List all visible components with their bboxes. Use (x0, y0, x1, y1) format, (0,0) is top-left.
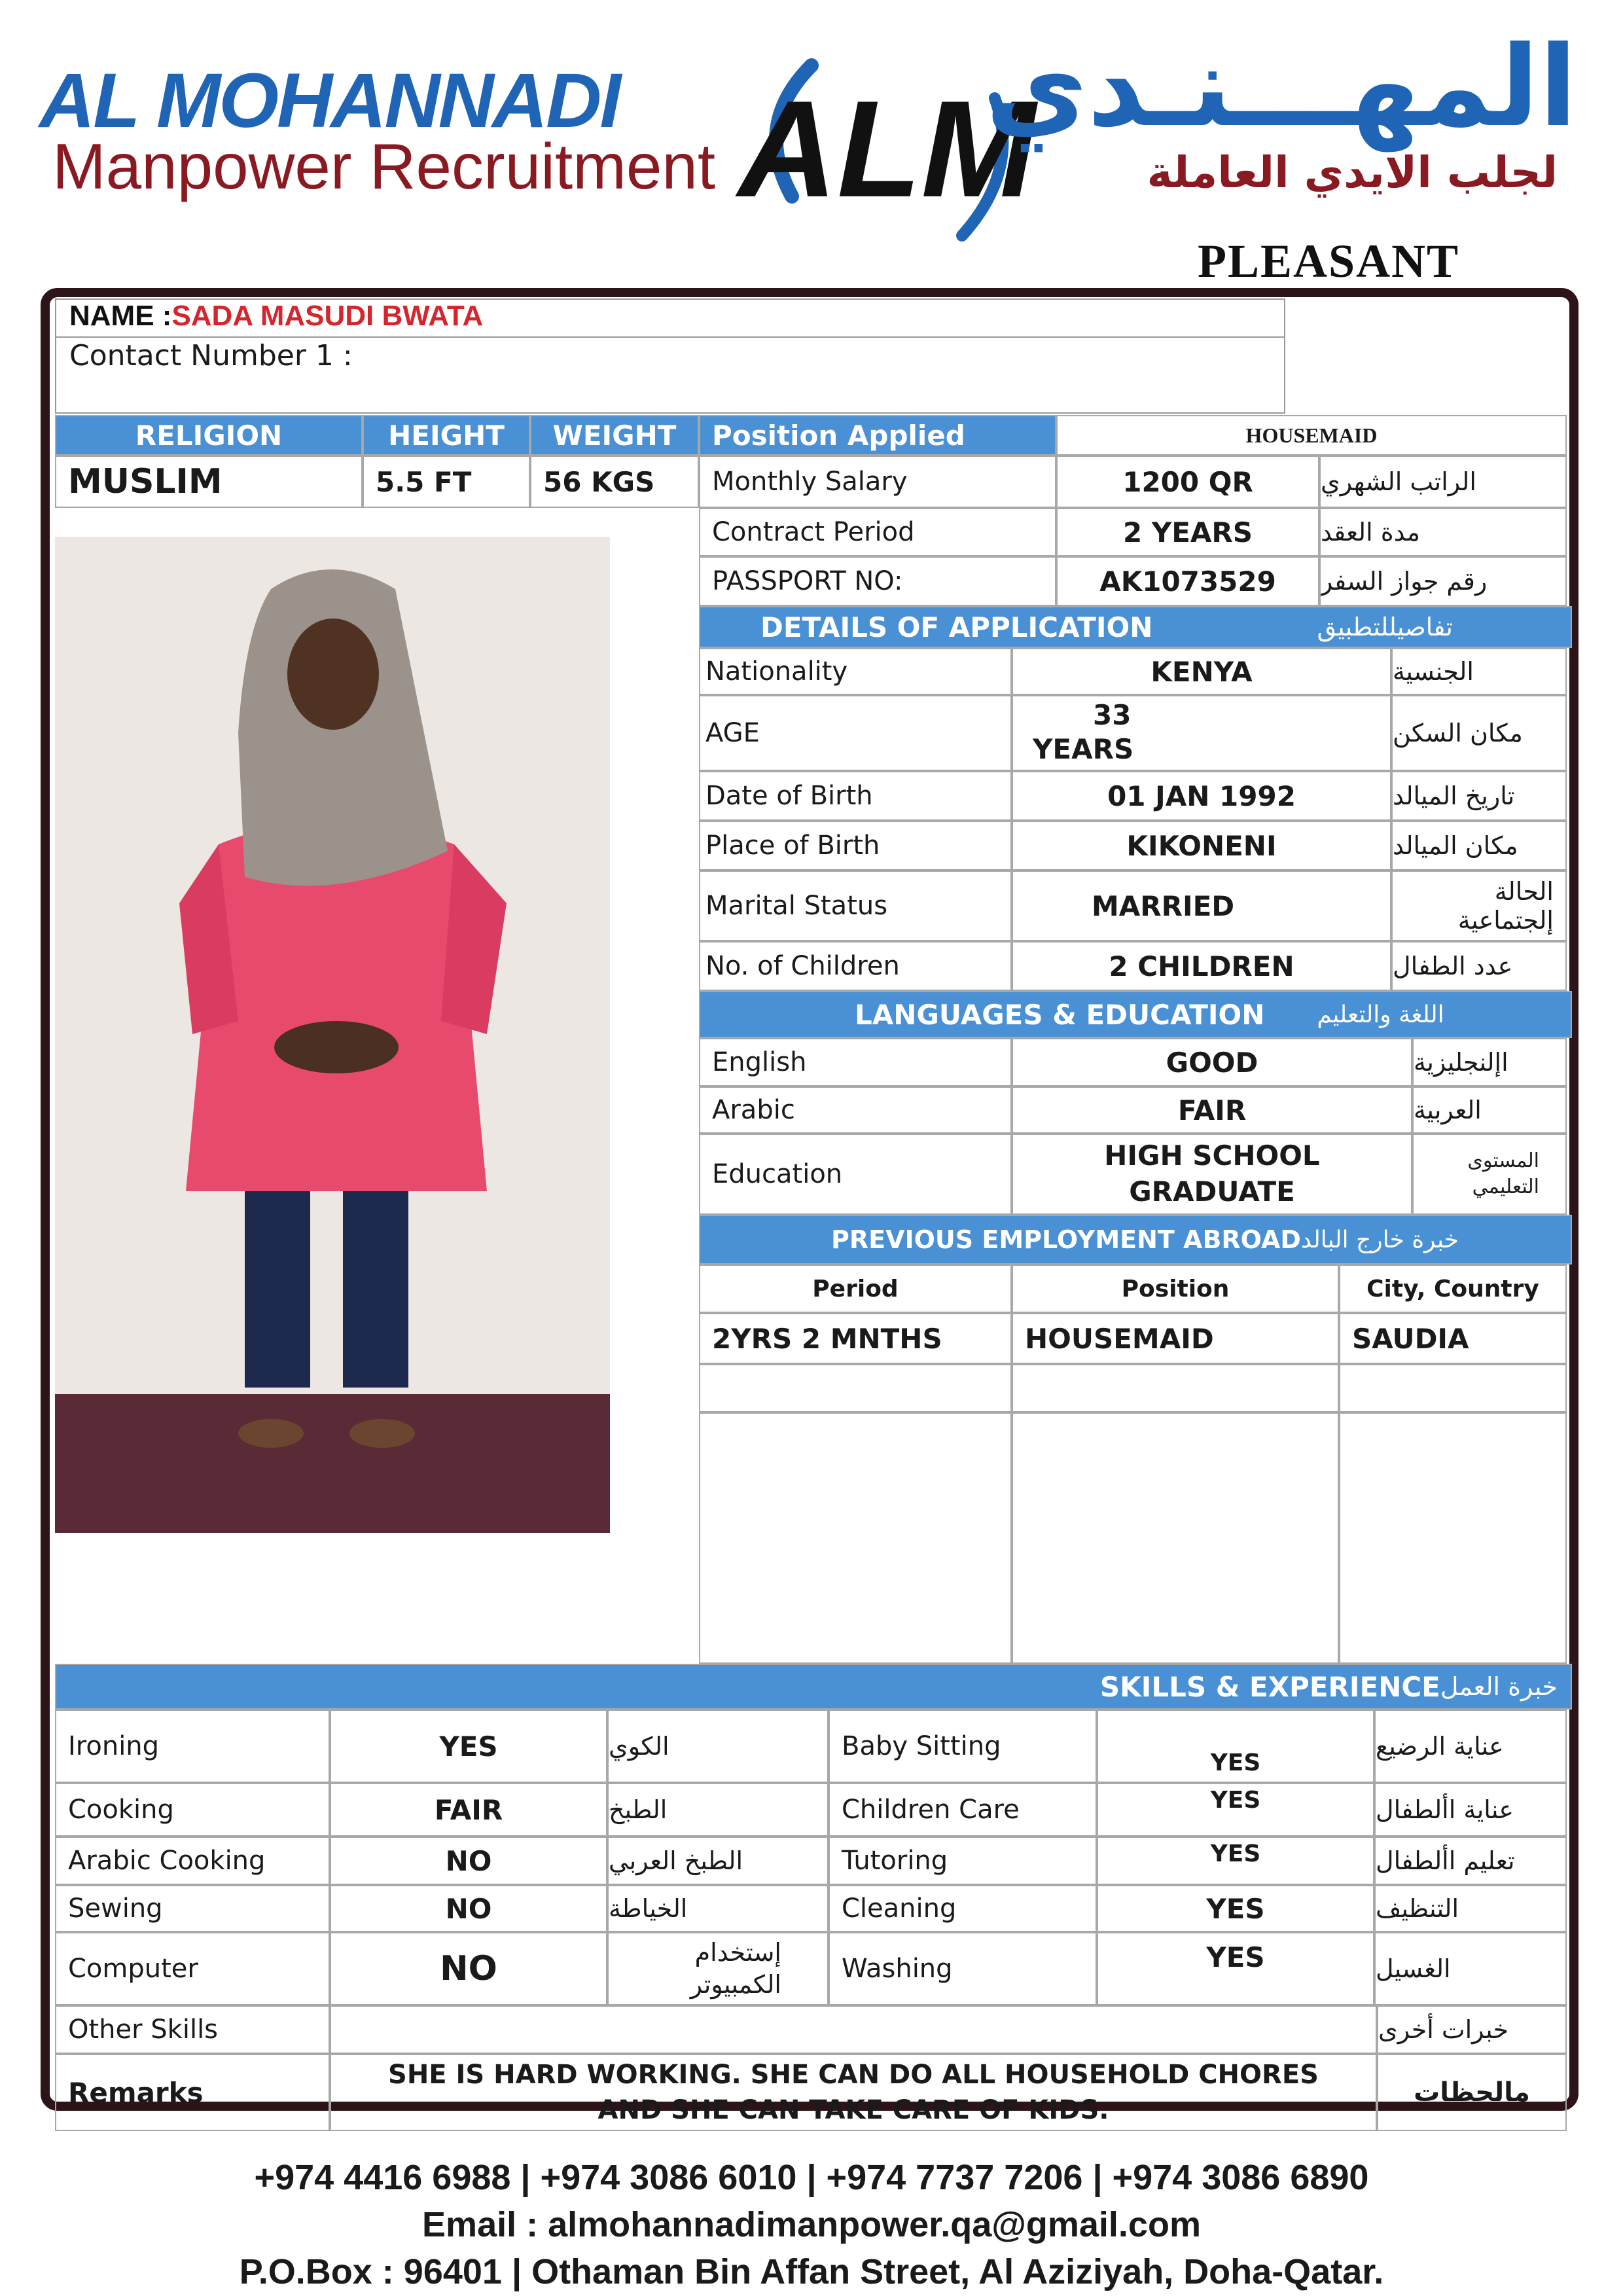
english-value: GOOD (1012, 1038, 1412, 1086)
height-value: 5.5 FT (363, 456, 530, 508)
skill-arabic-cooking-label-ar: الطبخ العربي (607, 1837, 829, 1885)
education-label-ar-line2: التعليمي (1472, 1175, 1539, 1198)
employment-section-header (699, 1215, 1572, 1265)
passport-label: PASSPORT NO: (699, 556, 1056, 606)
skill-cooking-value: FAIR (330, 1783, 607, 1837)
salary-value: 1200 QR (1056, 456, 1319, 508)
skill-children-care-label-ar: عناية األطفال (1374, 1783, 1567, 1837)
dob-label-ar: تاريخ الميالد (1391, 771, 1567, 821)
skill-cleaning-value: YES (1097, 1885, 1374, 1932)
pob-label: Place of Birth (699, 821, 1012, 870)
skill-computer-label-ar (607, 1932, 829, 2005)
skills-title-ar: خبرة العمل (1440, 1672, 1558, 1701)
details-section-header (699, 606, 1572, 648)
remarks-line1: SHE IS HARD WORKING. SHE CAN DO ALL HOUSEHOLD CHORES (388, 2060, 1319, 2090)
marital-value: MARRIED (1012, 870, 1391, 941)
employment-title: PREVIOUS EMPLOYMENT ABROAD (831, 1225, 1301, 1254)
employment-period-header: Period (699, 1265, 1012, 1313)
languages-title-ar: اللغة والتعليم (1317, 1001, 1444, 1028)
skill-children-care-label: Children Care (829, 1783, 1097, 1837)
skill-ironing-label-ar: الكوي (607, 1710, 829, 1783)
skill-sewing-value: NO (330, 1885, 607, 1932)
education-label: Education (699, 1134, 1012, 1215)
skill-computer-label-ar-line2: الكمبيوتر (690, 1970, 781, 1999)
skills-section-header (55, 1664, 1572, 1710)
remarks-value (330, 2054, 1377, 2131)
employment-empty-cell (1339, 1364, 1567, 1412)
skill-tutoring-value: YES (1097, 1837, 1374, 1885)
education-label-ar-line1: المستوى (1467, 1149, 1539, 1172)
children-label-ar: عدد الطفال (1391, 941, 1567, 991)
passport-label-ar: رقم جواز السفر (1319, 556, 1567, 606)
education-value (1012, 1134, 1412, 1215)
employment-period-value: 2YRS 2 MNTHS (699, 1313, 1012, 1364)
arabic-label-ar: العربية (1412, 1086, 1567, 1134)
employment-place-value: SAUDIA (1339, 1313, 1567, 1364)
skill-baby-sitting-label-ar: عناية الرضيع (1374, 1710, 1567, 1783)
passport-value: AK1073529 (1056, 556, 1319, 606)
skill-computer-value: NO (330, 1932, 607, 2005)
salary-label-ar: الراتب الشهري (1319, 456, 1567, 508)
employment-place-header: City, Country (1339, 1265, 1567, 1313)
skill-washing-value: YES (1097, 1932, 1374, 2005)
skill-cooking-label: Cooking (55, 1783, 330, 1837)
skill-computer-label-ar-line1: إستخدام (694, 1937, 781, 1967)
employment-empty-cell (1339, 1412, 1567, 1664)
employment-title-ar: خبرة خارج البالد (1300, 1226, 1459, 1253)
skill-washing-label: Washing (829, 1932, 1097, 2005)
contract-label: Contract Period (699, 508, 1056, 556)
skill-sewing-label: Sewing (55, 1885, 330, 1932)
position-applied-value: HOUSEMAID (1056, 415, 1567, 456)
position-applied-header: Position Applied (699, 415, 1056, 456)
pob-label-ar: مكان الميالد (1391, 821, 1567, 870)
other-skills-label-ar: خبرات أخرى (1377, 2005, 1567, 2054)
english-label-ar: اإلنجليزية (1412, 1038, 1567, 1086)
english-label: English (699, 1038, 1012, 1086)
nationality-value: KENYA (1012, 648, 1391, 695)
dob-label: Date of Birth (699, 771, 1012, 821)
arabic-label: Arabic (699, 1086, 1012, 1134)
skills-title: SKILLS & EXPERIENCE (1099, 1670, 1440, 1703)
employment-position-value: HOUSEMAID (1012, 1313, 1339, 1364)
skill-tutoring-label-ar: تعليم األطفال (1374, 1837, 1567, 1885)
languages-section-header (699, 991, 1572, 1038)
age-label: AGE (699, 695, 1012, 771)
name-divider (55, 336, 1285, 338)
skill-arabic-cooking-value: NO (330, 1837, 607, 1885)
children-value: 2 CHILDREN (1012, 941, 1391, 991)
skill-cleaning-label: Cleaning (829, 1885, 1097, 1932)
brand-name-arabic: المهـــنـدي (985, 22, 1577, 152)
candidate-photo (55, 537, 610, 1533)
pob-value: KIKONENI (1012, 821, 1391, 870)
education-value-line1: HIGH SCHOOL (1104, 1139, 1320, 1172)
education-label-ar (1412, 1134, 1567, 1215)
footer-address: P.O.Box : 96401 | Othaman Bin Affan Street, Al Aziziyah, Doha-Qatar. (239, 2252, 1384, 2291)
skill-children-care-value: YES (1097, 1783, 1374, 1837)
employment-empty-cell (1012, 1412, 1339, 1664)
religion-header: RELIGION (55, 415, 363, 456)
arabic-value: FAIR (1012, 1086, 1412, 1134)
weight-header: WEIGHT (530, 415, 699, 456)
details-title-ar: تفاصيللتطبيق (1317, 613, 1453, 641)
other-skills-value (330, 2005, 1377, 2054)
employment-empty-cell (1012, 1364, 1339, 1412)
skill-ironing-value: YES (330, 1710, 607, 1783)
weight-value: 56 KGS (530, 456, 699, 508)
nationality-label: Nationality (699, 648, 1012, 695)
skill-baby-sitting-label: Baby Sitting (829, 1710, 1097, 1783)
brand-name-line2: Manpower Recruitment (52, 130, 716, 202)
name-value: SADA MASUDI BWATA (171, 300, 484, 332)
brand-subtitle-arabic: لجلب الايدي العاملة (1147, 147, 1558, 198)
footer-phones: +974 4416 6988 | +974 3086 6010 | +974 7737 7206 | +974 3086 6890 (254, 2158, 1369, 2197)
contact-number-label: Contact Number 1 : (69, 339, 353, 372)
skill-sewing-label-ar: الخياطة (607, 1885, 829, 1932)
salary-label: Monthly Salary (699, 456, 1056, 508)
remarks-line2: AND SHE CAN TAKE CARE OF KIDS. (597, 2095, 1109, 2125)
skill-ironing-label: Ironing (55, 1710, 330, 1783)
education-value-line2: GRADUATE (1129, 1175, 1295, 1208)
children-label: No. of Children (699, 941, 1012, 991)
marital-label: Marital Status (699, 870, 1012, 941)
candidate-photo-illustration (55, 537, 610, 1533)
employment-empty-cell (699, 1364, 1012, 1412)
skill-computer-label: Computer (55, 1932, 330, 2005)
skill-cooking-label-ar: الطبخ (607, 1783, 829, 1837)
other-skills-label: Other Skills (55, 2005, 330, 2054)
remarks-label-ar: مالحظات (1377, 2054, 1567, 2131)
religion-value: MUSLIM (55, 456, 363, 508)
dob-value: 01 JAN 1992 (1012, 771, 1391, 821)
employment-empty-cell (699, 1412, 1012, 1664)
candidate-tag: PLEASANT (1198, 235, 1460, 287)
skill-baby-sitting-value: YES (1097, 1710, 1374, 1783)
footer-email: Email : almohannadimanpower.qa@gmail.com (422, 2205, 1201, 2244)
candidate-name (69, 300, 483, 332)
contract-value: 2 YEARS (1056, 508, 1319, 556)
age-label-ar: مكان السكن (1391, 695, 1567, 771)
languages-title: LANGUAGES & EDUCATION (855, 998, 1265, 1031)
nationality-label-ar: الجنسية (1391, 648, 1567, 695)
name-label: NAME : (69, 300, 172, 332)
age-number: 33 (1093, 699, 1132, 731)
height-header: HEIGHT (363, 415, 530, 456)
skill-cleaning-label-ar: التنظيف (1374, 1885, 1567, 1932)
employment-position-header: Position (1012, 1265, 1339, 1313)
age-value (1012, 695, 1391, 771)
marital-label-ar: الحالة إلجتماعية (1391, 870, 1567, 941)
age-unit: YEARS (1033, 733, 1134, 765)
remarks-label: Remarks (55, 2054, 330, 2131)
skill-washing-label-ar: الغسيل (1374, 1932, 1567, 2005)
alm-logo-text: ALM (738, 72, 1036, 226)
brand-name-line1: AL MOHANNADI (39, 58, 620, 144)
contract-label-ar: مدة العقد (1319, 508, 1567, 556)
details-title: DETAILS OF APPLICATION (760, 611, 1153, 643)
skill-arabic-cooking-label: Arabic Cooking (55, 1837, 330, 1885)
skill-tutoring-label: Tutoring (829, 1837, 1097, 1885)
